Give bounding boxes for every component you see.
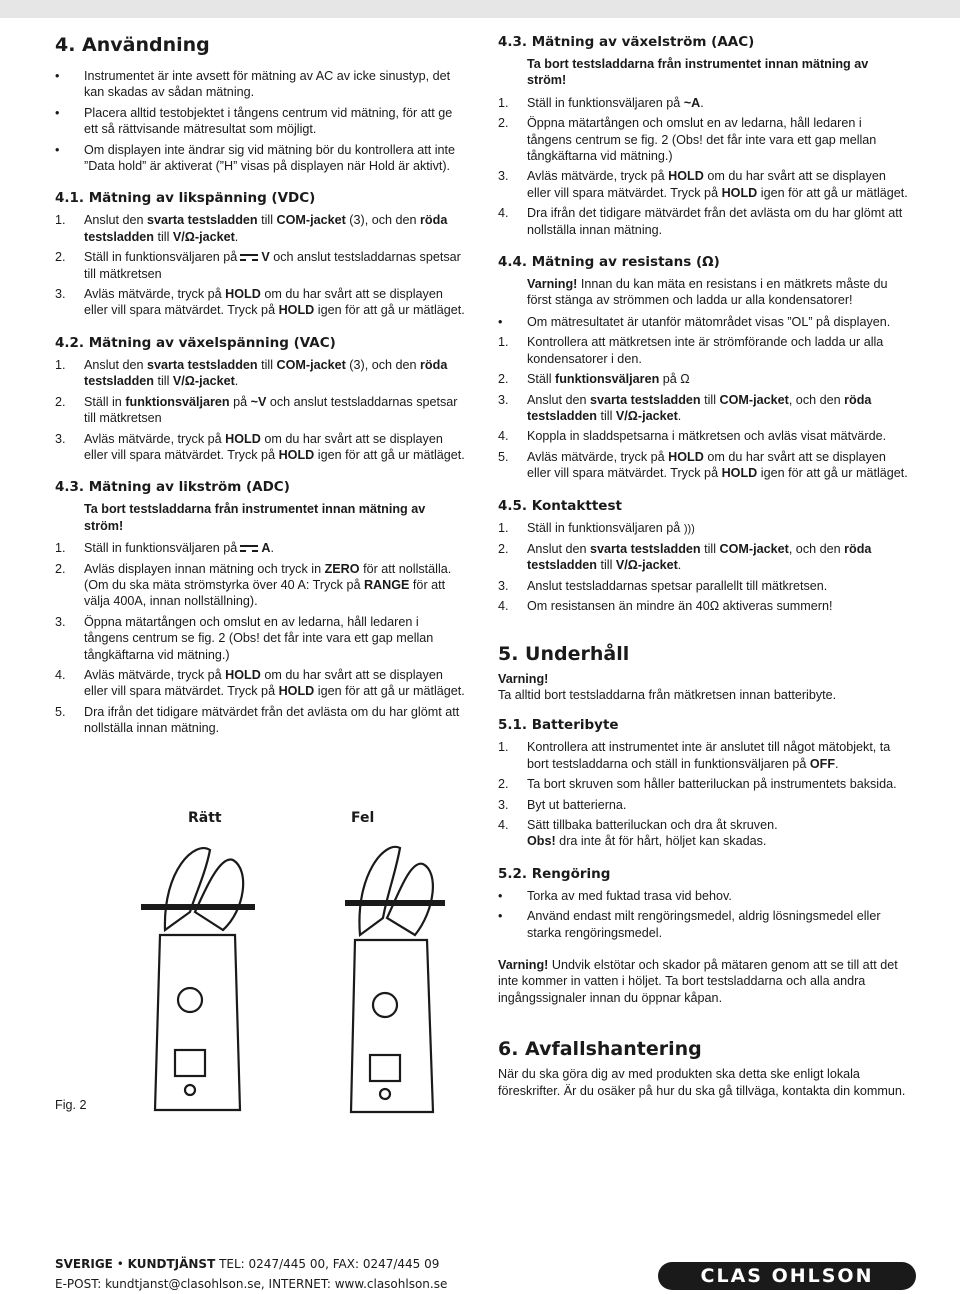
left-column <box>55 34 465 741</box>
cleaning-warning: Varning! Undvik elstötar och skador på mätaren genom att se till att det inte kommer in vatten i höljet. Ta bort testsladdarna och alla andra ingångssignaler innan du öppnar kåpan. <box>498 958 898 1005</box>
footer-web-line: E-POST: kundtjanst@clasohlson.se, INTERNET: www.clasohlson.se <box>55 1277 448 1291</box>
list-item: 1. Ställ in funktionsväljaren på ))) <box>498 520 695 535</box>
button-icon <box>185 1085 195 1095</box>
list-item: 2. Ställ in funktionsväljaren på ~V och anslut testsladdarnas spetsar till mätkretsen <box>55 394 458 426</box>
section-5-title: 5. Underhåll <box>498 642 630 665</box>
list-item: 3. Avläs mätvärde, tryck på HOLD om du har svårt att se displayen eller vill spara mätvärdet. Tryck på HOLD igen för att gå ur mätläget. <box>498 169 908 200</box>
bullet-icon: • <box>498 314 503 329</box>
list-item: 3. Öppna mätartången och omslut en av ledarna, håll ledaren i tångens centrum se fig. 2 (Obs! det får inte vara ett gap mellan tångkäftarna vid mätning.) <box>55 614 434 662</box>
footer-contact-line: SVERIGE • KUNDTJÄNST TEL: 0247/445 00, FAX: 0247/445 09 <box>55 1257 440 1271</box>
clas-ohlson-logo: CLAS OHLSON <box>658 1262 916 1290</box>
bullet-icon: • <box>55 142 60 157</box>
dc-symbol-icon <box>240 253 258 262</box>
section-5-2-title: 5.2. Rengöring <box>498 865 611 882</box>
resistance-warning: Varning! Innan du kan mäta en resistans i en mätkrets måste du först stänga av strömmen och ladda ur alla kondensatorer! <box>527 277 888 308</box>
list-item: 1. Anslut den svarta testsladden till COM-jacket (3), och den röda testsladden till V/Ω-jacket. <box>55 213 448 244</box>
disposal-text: När du ska göra dig av med produkten ska detta ske enligt lokala föreskrifter. Är du osäker på hur du ska gå tillväga, kontakta din kommun. <box>498 1067 906 1098</box>
display-icon <box>175 1050 205 1076</box>
section-4-1-title: 4.1. Mätning av likspänning (VDC) <box>55 190 316 207</box>
section-4-3-title: 4.3. Mätning av likström (ADC) <box>55 479 290 496</box>
right-column <box>498 34 908 1099</box>
bullet-icon: • <box>55 105 60 120</box>
bullet-icon: • <box>55 69 60 83</box>
current-warning: Ta bort testsladdarna från instrumentet innan mätning av ström! <box>527 57 869 88</box>
clamp-body <box>155 935 240 1110</box>
bullet-icon: • <box>498 888 503 903</box>
list-item: 1. Kontrollera att instrumentet inte är anslutet till något mätobjekt, ta bort testsladdarna och ställ in funktionsväljaren på OFF. <box>498 740 891 771</box>
section-4-4-title: 4.4. Mätning av resistans (Ω) <box>498 254 720 271</box>
sound-wave-icon: ))) <box>683 522 695 535</box>
list-item: 2. Avläs displayen innan mätning och tryck in ZERO för att nollställa. (Om du ska mäta strömstyrka över 40 A: Tryck på RANGE för att välja 400A, innan nollställning). <box>55 561 452 609</box>
clamp-jaw-right <box>195 860 243 930</box>
figure-2-clamp-meter <box>55 800 465 1130</box>
list-item: 3. Avläs mätvärde, tryck på HOLD om du har svårt att se displayen eller vill spara mätvärdet. Tryck på HOLD igen för att gå ur mätläget. <box>55 287 465 318</box>
list-item: 4. Dra ifrån det tidigare mätvärdet från det avlästa om du har glömt att nollställa innan mätning. <box>498 206 903 237</box>
list-item: 2. Anslut den svarta testsladden till COM-jacket, och den röda testsladden till V/Ω-jacket. <box>498 541 872 573</box>
list-item: 1. Anslut den svarta testsladden till COM-jacket (3), och den röda testsladden till V/Ω-jacket. <box>55 357 448 389</box>
list-item: 4. Koppla in sladdspetsarna i mätkretsen och avläs visat mätvärde. <box>498 429 887 444</box>
list-item: • Använd endast milt rengöringsmedel, aldrig lösningsmedel eller starka rengöringsmedel. <box>498 909 881 940</box>
button-icon <box>380 1089 390 1099</box>
figure-label-wrong: Fel <box>351 810 375 826</box>
list-item: • Instrumentet är inte avsett för mätning av AC av icke sinustyp, det kan skadas av sådan mätning. <box>55 69 451 100</box>
section-4-2-title: 4.2. Mätning av växelspänning (VAC) <box>55 334 336 351</box>
list-item: 2. Ta bort skruven som håller batteriluckan på instrumentets baksida. <box>498 777 897 792</box>
display-icon <box>370 1055 400 1081</box>
list-item: 3. Byt ut batterierna. <box>498 797 627 812</box>
figure-caption: Fig. 2 <box>55 1098 87 1112</box>
list-item: 4. Sätt tillbaka batteriluckan och dra åt skruven. Obs! dra inte åt för hårt, höljet kan skadas. <box>498 818 778 849</box>
section-5-1-title: 5.1. Batteribyte <box>498 717 619 734</box>
list-item: 3. Anslut testsladdarnas spetsar parallellt till mätkretsen. <box>498 578 828 593</box>
list-item: 1. Kontrollera att mätkretsen inte är strömförande och ladda ur alla kondensatorer i den. <box>498 335 884 366</box>
clamp-meter-drawing <box>55 800 465 1130</box>
section-4-5-title: 4.5. Kontakttest <box>498 497 622 514</box>
top-strip <box>0 0 960 18</box>
maintenance-warning-text: Ta alltid bort testsladdarna från mätkretsen innan batteribyte. <box>498 687 837 702</box>
dc-symbol-icon <box>240 544 258 553</box>
section-4-title: 4. Användning <box>55 34 210 56</box>
clamp-body <box>351 940 433 1112</box>
dial-icon <box>178 988 202 1012</box>
list-item: 1. Ställ in funktionsväljaren på ~A. <box>498 95 704 110</box>
dial-icon <box>373 993 397 1017</box>
bullet-icon: • <box>498 909 503 924</box>
list-item: 3. Avläs mätvärde, tryck på HOLD om du har svårt att se displayen eller vill spara mätvärdet. Tryck på HOLD igen för att gå ur mätläget. <box>55 431 465 462</box>
list-item: 2. Öppna mätartången och omslut en av ledarna, håll ledaren i tångens centrum se fig. 2 (Obs! det får inte vara ett gap mellan tångkäftarna vid mätning.) <box>498 116 877 164</box>
section-6-title: 6. Avfallshantering <box>498 1038 702 1061</box>
section-4-3-ac-title: 4.3. Mätning av växelström (AAC) <box>498 34 755 50</box>
figure-label-correct: Rätt <box>188 810 222 826</box>
list-item: • Placera alltid testobjektet i tångens centrum vid mätning, för att ge ett så rättvisande mätresultat som möjligt. <box>55 105 453 137</box>
list-item: 4. Om resistansen än mindre än 40Ω aktiveras summern! <box>498 599 833 614</box>
list-item: 1. Ställ in funktionsväljaren på A. <box>55 541 274 556</box>
list-item: • Torka av med fuktad trasa vid behov. <box>498 888 732 903</box>
list-item: 3. Anslut den svarta testsladden till COM-jacket, och den röda testsladden till V/Ω-jacket. <box>498 392 872 423</box>
list-item: • Om mätresultatet är utanför mätområdet visas ”OL” på displayen. <box>498 314 891 329</box>
maintenance-warning-label: Varning! <box>498 671 549 686</box>
list-item: 5. Dra ifrån det tidigare mätvärdet från det avlästa om du har glömt att nollställa innan mätning. <box>55 704 460 736</box>
list-item: 2. Ställ funktionsväljaren på Ω <box>498 372 690 387</box>
list-item: • Om displayen inte ändrar sig vid mätning bör du kontrollera att inte ”Data hold” är aktiverat (”H” visas på displayen när Hold är aktivt). <box>55 142 456 174</box>
current-warning: Ta bort testsladdarna från instrumentet innan mätning av ström! <box>84 502 426 533</box>
list-item: 4. Avläs mätvärde, tryck på HOLD om du har svårt att se displayen eller vill spara mätvärdet. Tryck på HOLD igen för att gå ur mätläget. <box>55 667 465 699</box>
list-item: 2. Ställ in funktionsväljaren på V och anslut testsladdarnas spetsar till mätkretsen <box>55 250 461 281</box>
list-item: 5. Avläs mätvärde, tryck på HOLD om du har svårt att se displayen eller vill spara mätvärdet. Tryck på HOLD igen för att gå ur mätläget. <box>498 449 908 481</box>
